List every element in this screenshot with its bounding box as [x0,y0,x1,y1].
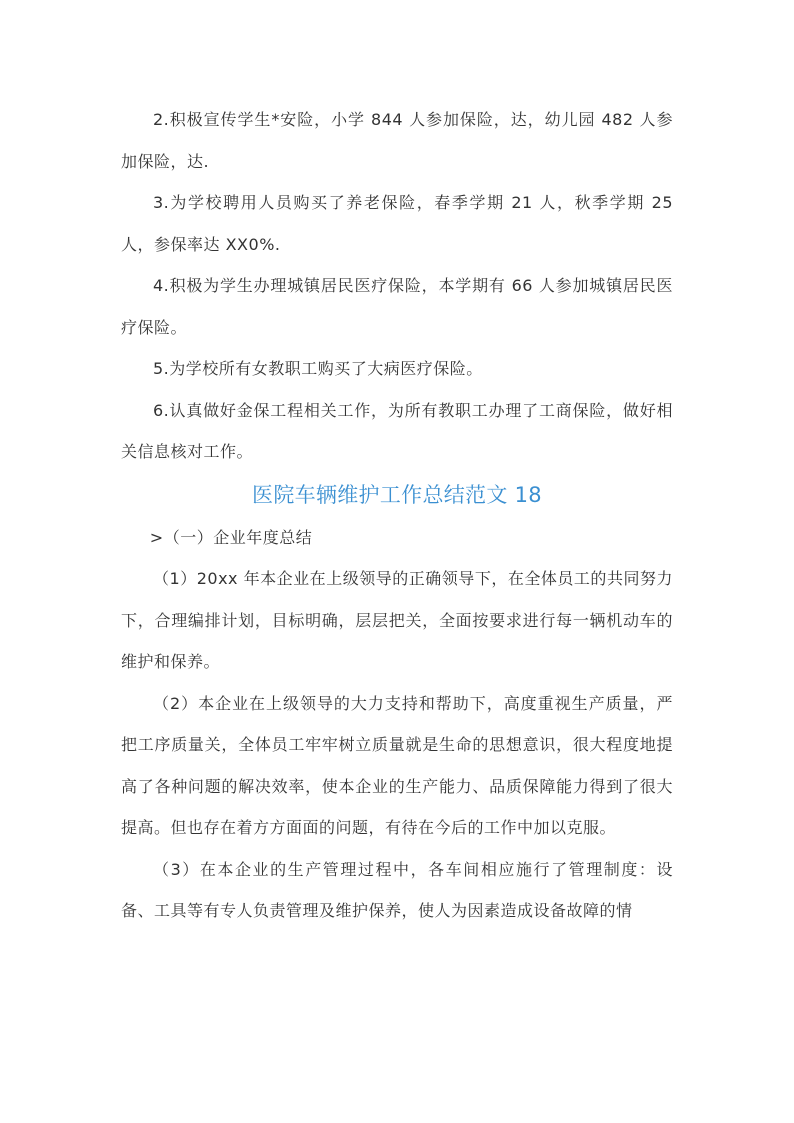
paragraph-medical-insurance: 4.积极为学生办理城镇居民医疗保险，本学期有 66 人参加城镇居民医疗保险。 [121,276,673,337]
paragraph-summary-1: （1）20xx 年本企业在上级领导的正确领导下，在全体员工的共同努力下，合理编排计划，目标明确，层层把关，全面按要求进行每一辆机动车的维护和保养。 [121,569,673,671]
subheading-annual-summary: >（一）企业年度总结 [149,527,313,547]
paragraph-summary-2: （2）本企业在上级领导的大力支持和帮助下，高度重视生产质量，严把工序质量关，全体员工牢牢树立质量就是生命的思想意识，很大程度地提高了各种问题的解决效率，使本企业的生产能力、品质保障能力得到了很大提高。但也存在着方方面面的问题，有待在今后的工作中加以克服。 [121,693,673,837]
document-body [121,99,673,932]
paragraph-serious-illness-insurance: 5.为学校所有女教职工购买了大病医疗保险。 [153,359,483,378]
paragraph-summary-3: （3）在本企业的生产管理过程中，各车间相应施行了管理制度：设备、工具等有专人负责管理及维护保养，使人为因素造成设备故障的情 [121,859,673,920]
paragraph-insurance-students: 2.积极宣传学生*安险，小学 844 人参加保险，达，幼儿园 482 人参加保险，达. [121,110,673,171]
paragraph-pension-insurance: 3.为学校聘用人员购买了养老保险，春季学期 21 人，秋季学期 25 人，参保率达 XX0%. [121,193,673,254]
section-title: 医院车辆维护工作总结范文 18 [252,482,542,507]
paragraph-jinbao-project: 6.认真做好金保工程相关工作，为所有教职工办理了工商保险，做好相关信息核对工作。 [121,400,673,461]
